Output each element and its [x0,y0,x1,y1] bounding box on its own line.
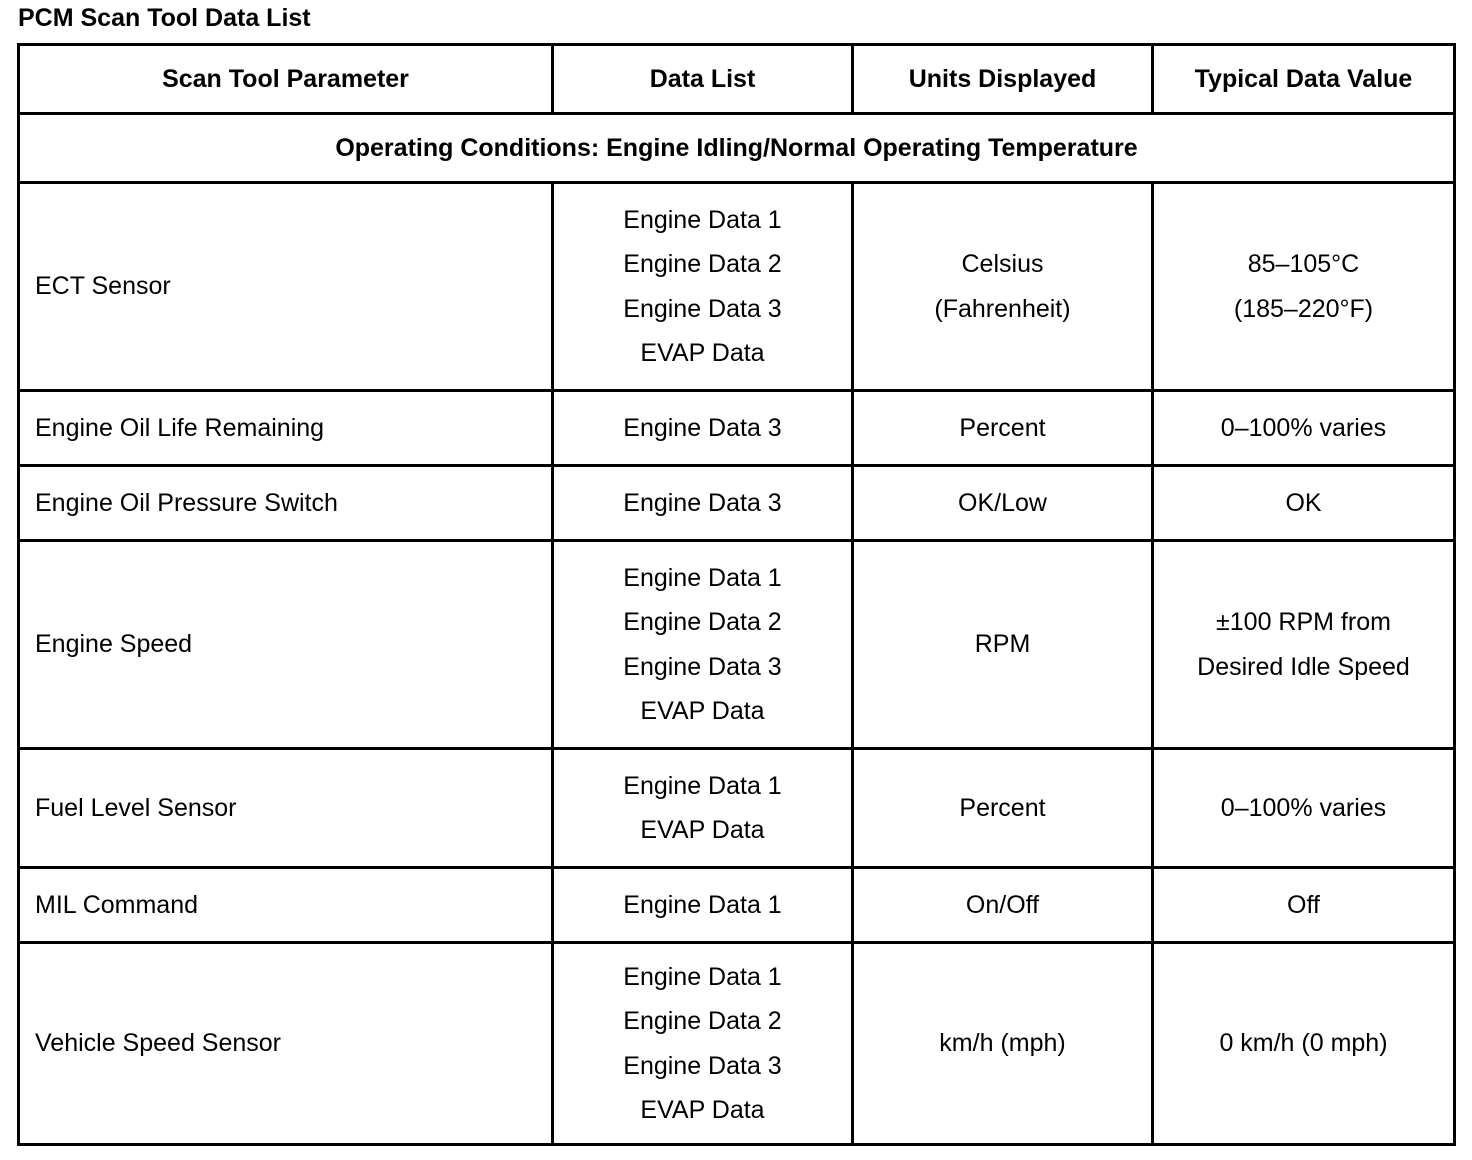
parameter-cell: Fuel Level Sensor [19,749,553,868]
parameter-cell: Engine Oil Life Remaining [19,391,553,466]
table-row [19,183,1455,391]
data-list-line: Engine Data 2 [623,250,782,278]
units-line: OK/Low [958,488,1047,517]
table-row [19,868,1455,943]
typical-value-cell [1153,749,1455,868]
header-parameter: Scan Tool Parameter [19,45,553,114]
data-list-line: Engine Data 3 [623,294,782,323]
units-cell [853,943,1153,1145]
table-row [19,943,1455,1145]
data-list-line: Engine Data 2 [623,608,782,636]
table-row [19,541,1455,749]
typical-line: 0–100% varies [1220,793,1387,822]
units-line: Percent [959,413,1046,442]
units-cell [853,183,1153,391]
operating-conditions: Operating Conditions: Engine Idling/Normal Operating Temperature [19,114,1455,183]
data-list-cell [553,541,853,749]
units-line: Celsius [961,250,1044,278]
typical-line: (185–220°F) [1233,294,1374,323]
data-list-line: EVAP Data [640,339,765,367]
data-list-line: EVAP Data [640,816,765,844]
units-cell [853,749,1153,868]
typical-line: Desired Idle Speed [1197,652,1410,681]
typical-value-cell [1153,391,1455,466]
units-cell [853,868,1153,943]
units-line: On/Off [965,890,1040,919]
parameter-cell: Vehicle Speed Sensor [19,943,553,1145]
typical-line: OK [1285,488,1322,517]
parameter-cell: ECT Sensor [19,183,553,391]
data-list-line: EVAP Data [640,697,765,725]
header-typical-value: Typical Data Value [1153,45,1455,114]
operating-conditions-row [19,114,1455,183]
data-list-line: Engine Data 3 [623,488,782,517]
units-line: Percent [959,793,1046,822]
data-list-cell [553,749,853,868]
data-list-cell [553,466,853,541]
parameter-cell: MIL Command [19,868,553,943]
typical-value-cell [1153,541,1455,749]
data-list-cell [553,943,853,1145]
header-units: Units Displayed [853,45,1153,114]
data-list-line: Engine Data 1 [623,771,782,800]
typical-line: 0 km/h (0 mph) [1219,1029,1388,1058]
typical-value-cell [1153,183,1455,391]
typical-line: Off [1287,890,1320,919]
typical-line: ±100 RPM from [1216,608,1391,636]
scan-tool-data-table [17,43,1456,1146]
typical-line: 0–100% varies [1220,413,1387,442]
header-row [19,45,1455,114]
data-list-line: EVAP Data [640,1096,765,1124]
typical-value-cell [1153,466,1455,541]
data-list-line: Engine Data 1 [623,890,782,919]
data-list-cell [553,183,853,391]
data-list-line: Engine Data 2 [623,1007,782,1035]
typical-value-cell [1153,868,1455,943]
table-row [19,391,1455,466]
units-cell [853,391,1153,466]
table-row [19,466,1455,541]
parameter-cell: Engine Speed [19,541,553,749]
data-list-cell [553,868,853,943]
units-cell [853,466,1153,541]
typical-value-cell [1153,943,1455,1145]
parameter-cell: Engine Oil Pressure Switch [19,466,553,541]
units-line: km/h (mph) [939,1029,1066,1058]
data-list-line: Engine Data 3 [623,413,782,442]
data-list-line: Engine Data 3 [623,1051,782,1080]
data-list-line: Engine Data 1 [623,962,782,991]
units-line: (Fahrenheit) [934,294,1071,323]
page-title: PCM Scan Tool Data List [18,4,311,32]
data-list-line: Engine Data 3 [623,652,782,681]
data-list-cell [553,391,853,466]
data-list-line: Engine Data 1 [623,205,782,234]
units-cell [853,541,1153,749]
typical-line: 85–105°C [1247,250,1360,278]
header-data-list: Data List [553,45,853,114]
units-line: RPM [974,630,1031,659]
data-list-line: Engine Data 1 [623,563,782,592]
table-row [19,749,1455,868]
